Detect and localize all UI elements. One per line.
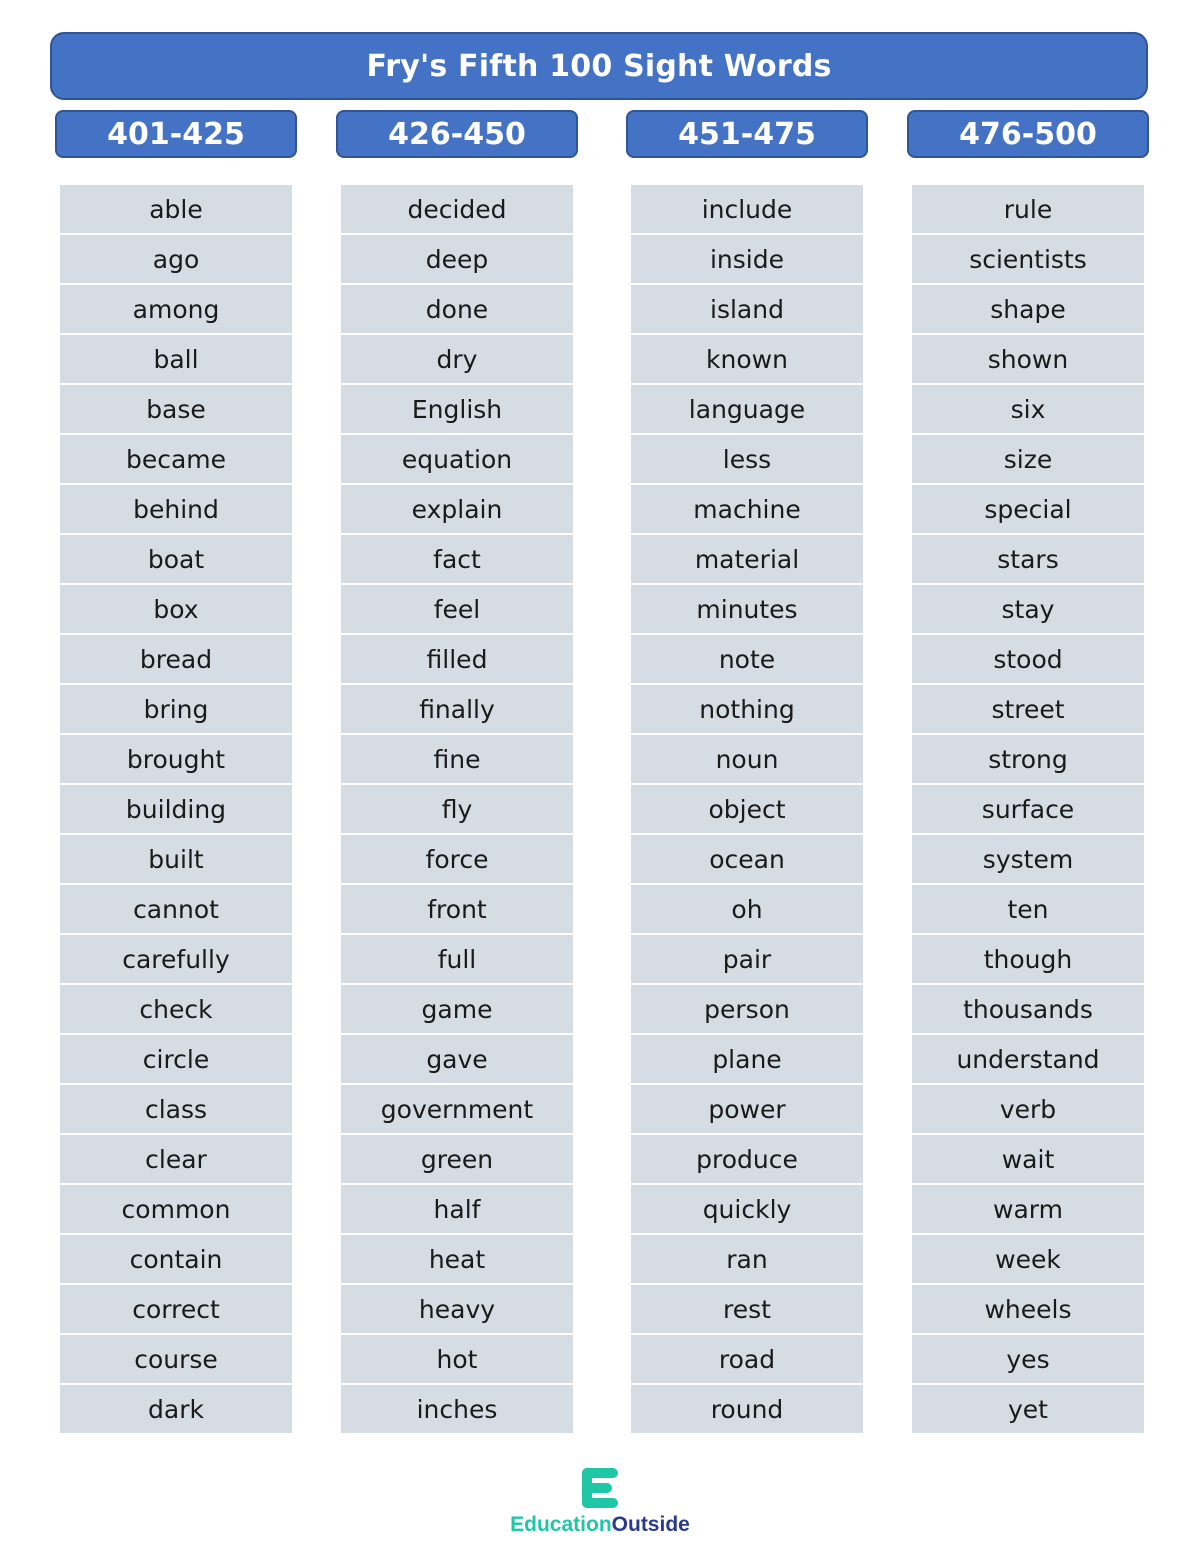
word-cell: yes xyxy=(912,1335,1144,1383)
column-header: 476-500 xyxy=(907,110,1149,158)
word-cell: size xyxy=(912,435,1144,483)
word-cell: quickly xyxy=(631,1185,863,1233)
word-cell: explain xyxy=(341,485,573,533)
word-cell: object xyxy=(631,785,863,833)
word-cell: inside xyxy=(631,235,863,283)
word-cell: system xyxy=(912,835,1144,883)
word-cell: round xyxy=(631,1385,863,1433)
word-cell: produce xyxy=(631,1135,863,1183)
word-cell: cannot xyxy=(60,885,292,933)
word-cell: common xyxy=(60,1185,292,1233)
word-cell: shape xyxy=(912,285,1144,333)
word-cell: ten xyxy=(912,885,1144,933)
word-cell: check xyxy=(60,985,292,1033)
word-cell: front xyxy=(341,885,573,933)
word-cell: include xyxy=(631,185,863,233)
word-list xyxy=(912,185,1144,1433)
word-cell: shown xyxy=(912,335,1144,383)
word-cell: noun xyxy=(631,735,863,783)
word-cell: fine xyxy=(341,735,573,783)
word-cell: warm xyxy=(912,1185,1144,1233)
word-list xyxy=(60,185,292,1433)
word-cell: bring xyxy=(60,685,292,733)
word-cell: though xyxy=(912,935,1144,983)
logo-wordmark xyxy=(500,1513,700,1537)
word-cell: game xyxy=(341,985,573,1033)
word-cell: street xyxy=(912,685,1144,733)
word-cell: language xyxy=(631,385,863,433)
word-cell: six xyxy=(912,385,1144,433)
word-cell: circle xyxy=(60,1035,292,1083)
word-cell: yet xyxy=(912,1385,1144,1433)
word-cell: special xyxy=(912,485,1144,533)
word-cell: carefully xyxy=(60,935,292,983)
column-header: 426-450 xyxy=(336,110,578,158)
column-401-425 xyxy=(55,110,297,1435)
word-cell: boat xyxy=(60,535,292,583)
word-list xyxy=(341,185,573,1433)
word-cell: nothing xyxy=(631,685,863,733)
word-cell: strong xyxy=(912,735,1144,783)
word-cell: able xyxy=(60,185,292,233)
word-cell: dark xyxy=(60,1385,292,1433)
word-cell: feel xyxy=(341,585,573,633)
word-cell: brought xyxy=(60,735,292,783)
word-cell: bread xyxy=(60,635,292,683)
word-cell: contain xyxy=(60,1235,292,1283)
word-cell: rest xyxy=(631,1285,863,1333)
word-cell: deep xyxy=(341,235,573,283)
word-cell: hot xyxy=(341,1335,573,1383)
word-cell: island xyxy=(631,285,863,333)
column-426-450 xyxy=(336,110,578,1435)
word-cell: finally xyxy=(341,685,573,733)
word-cell: pair xyxy=(631,935,863,983)
word-cell: full xyxy=(341,935,573,983)
word-cell: half xyxy=(341,1185,573,1233)
word-cell: stood xyxy=(912,635,1144,683)
column-header: 451-475 xyxy=(626,110,868,158)
logo-text-education: Education xyxy=(510,1513,612,1536)
word-cell: wait xyxy=(912,1135,1144,1183)
column-451-475 xyxy=(626,110,868,1435)
word-cell: filled xyxy=(341,635,573,683)
word-cell: class xyxy=(60,1085,292,1133)
page-title: Fry's Fifth 100 Sight Words xyxy=(50,32,1148,100)
word-cell: person xyxy=(631,985,863,1033)
word-cell: ago xyxy=(60,235,292,283)
column-476-500 xyxy=(907,110,1149,1435)
word-cell: among xyxy=(60,285,292,333)
education-outside-logo xyxy=(500,1466,700,1546)
word-cell: week xyxy=(912,1235,1144,1283)
word-cell: decided xyxy=(341,185,573,233)
word-cell: fact xyxy=(341,535,573,583)
word-cell: fly xyxy=(341,785,573,833)
logo-text-outside: Outside xyxy=(611,1513,690,1536)
word-cell: heavy xyxy=(341,1285,573,1333)
word-cell: heat xyxy=(341,1235,573,1283)
word-cell: dry xyxy=(341,335,573,383)
word-cell: became xyxy=(60,435,292,483)
word-cell: course xyxy=(60,1335,292,1383)
word-cell: equation xyxy=(341,435,573,483)
word-cell: scientists xyxy=(912,235,1144,283)
word-cell: green xyxy=(341,1135,573,1183)
word-cell: box xyxy=(60,585,292,633)
word-cell: power xyxy=(631,1085,863,1133)
word-cell: inches xyxy=(341,1385,573,1433)
word-cell: correct xyxy=(60,1285,292,1333)
word-cell: thousands xyxy=(912,985,1144,1033)
word-cell: ocean xyxy=(631,835,863,883)
column-header: 401-425 xyxy=(55,110,297,158)
word-cell: note xyxy=(631,635,863,683)
word-cell: wheels xyxy=(912,1285,1144,1333)
word-cell: known xyxy=(631,335,863,383)
word-cell: surface xyxy=(912,785,1144,833)
word-cell: rule xyxy=(912,185,1144,233)
word-cell: stay xyxy=(912,585,1144,633)
word-cell: material xyxy=(631,535,863,583)
word-cell: road xyxy=(631,1335,863,1383)
word-cell: understand xyxy=(912,1035,1144,1083)
word-cell: minutes xyxy=(631,585,863,633)
word-cell: building xyxy=(60,785,292,833)
education-outside-logo-icon xyxy=(578,1466,622,1510)
word-cell: machine xyxy=(631,485,863,533)
word-cell: done xyxy=(341,285,573,333)
word-cell: base xyxy=(60,385,292,433)
word-cell: plane xyxy=(631,1035,863,1083)
word-cell: verb xyxy=(912,1085,1144,1133)
word-cell: clear xyxy=(60,1135,292,1183)
word-cell: government xyxy=(341,1085,573,1133)
word-cell: built xyxy=(60,835,292,883)
word-cell: force xyxy=(341,835,573,883)
word-cell: oh xyxy=(631,885,863,933)
word-cell: ball xyxy=(60,335,292,383)
word-list xyxy=(631,185,863,1433)
word-cell: less xyxy=(631,435,863,483)
word-cell: gave xyxy=(341,1035,573,1083)
word-cell: ran xyxy=(631,1235,863,1283)
word-cell: stars xyxy=(912,535,1144,583)
word-cell: behind xyxy=(60,485,292,533)
word-cell: English xyxy=(341,385,573,433)
